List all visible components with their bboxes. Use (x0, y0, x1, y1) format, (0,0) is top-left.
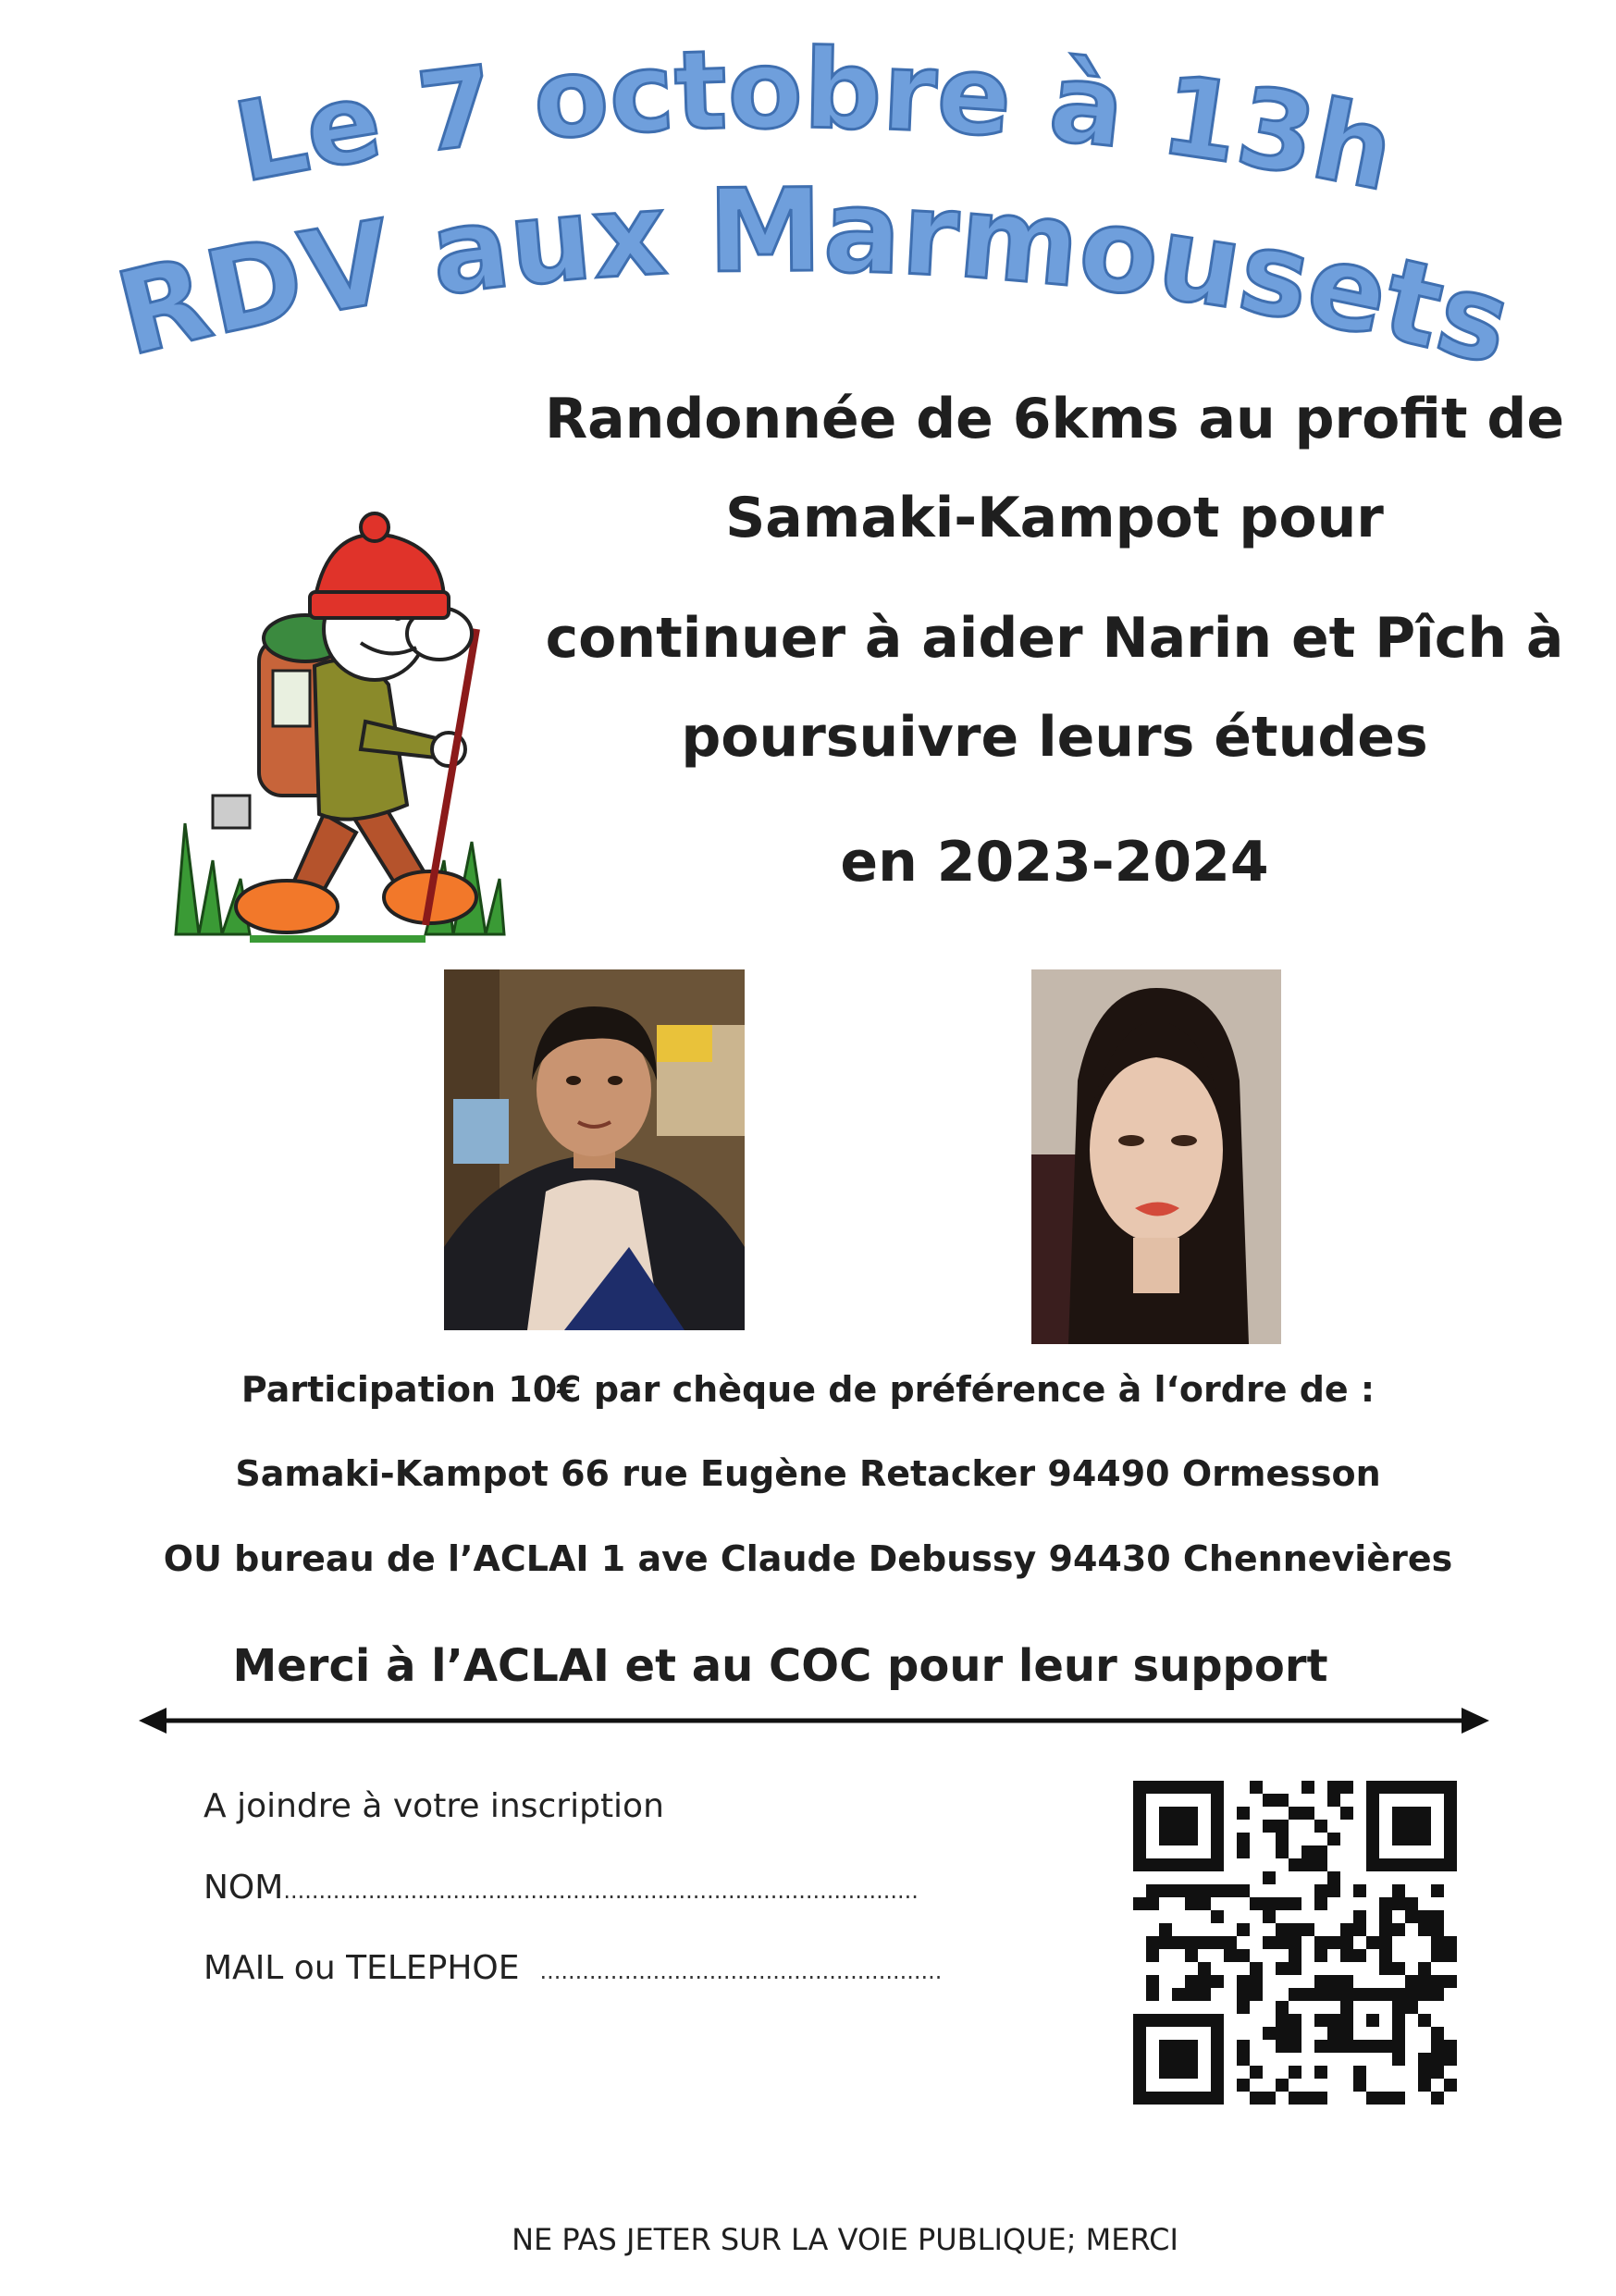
divider-arrow (139, 1702, 1489, 1739)
name-field[interactable] (204, 1869, 919, 1907)
thanks-line: Merci à l’ACLAI et au COC pour leur support (232, 1640, 1328, 1692)
headline-date: Le 7 octobre à 13h (225, 25, 1404, 216)
photo-pich (1031, 969, 1281, 1344)
intro-line-3: continuer à aider Narin et Pîch à (545, 606, 1564, 671)
contact-dots: ......................................................... (539, 1958, 943, 1984)
headline-place: RDV aux Marmousets (105, 165, 1523, 392)
headline (0, 0, 1616, 444)
name-dots: .......................................................................................... (283, 1878, 919, 1904)
name-label: NOM (204, 1869, 284, 1907)
contact-label: MAIL ou TELEPHOE (204, 1949, 520, 1987)
payment-line-2: Samaki-Kampot 66 rue Eugène Retacker 94490 Ormesson (235, 1453, 1381, 1494)
hiker-illustration (167, 509, 509, 944)
intro-line-1: Randonnée de 6kms au profit de (544, 387, 1565, 451)
qr-code[interactable] (1133, 1781, 1457, 2105)
payment-line-3: OU bureau de l’ACLAI 1 ave Claude Debussy 94430 Chennevières (163, 1538, 1453, 1579)
intro-line-4: poursuivre leurs études (681, 705, 1428, 770)
payment-line-1: Participation 10€ par chèque de préférence à l‘ordre de : (241, 1369, 1375, 1410)
intro-line-2: Samaki-Kampot pour (725, 486, 1384, 550)
photo-narin (444, 969, 745, 1330)
intro-line-5: en 2023-2024 (840, 830, 1269, 895)
footer-notice: NE PAS JETER SUR LA VOIE PUBLIQUE; MERCI (512, 2222, 1178, 2257)
form-title: A joindre à votre inscription (204, 1787, 664, 1825)
contact-field[interactable] (204, 1949, 942, 1987)
